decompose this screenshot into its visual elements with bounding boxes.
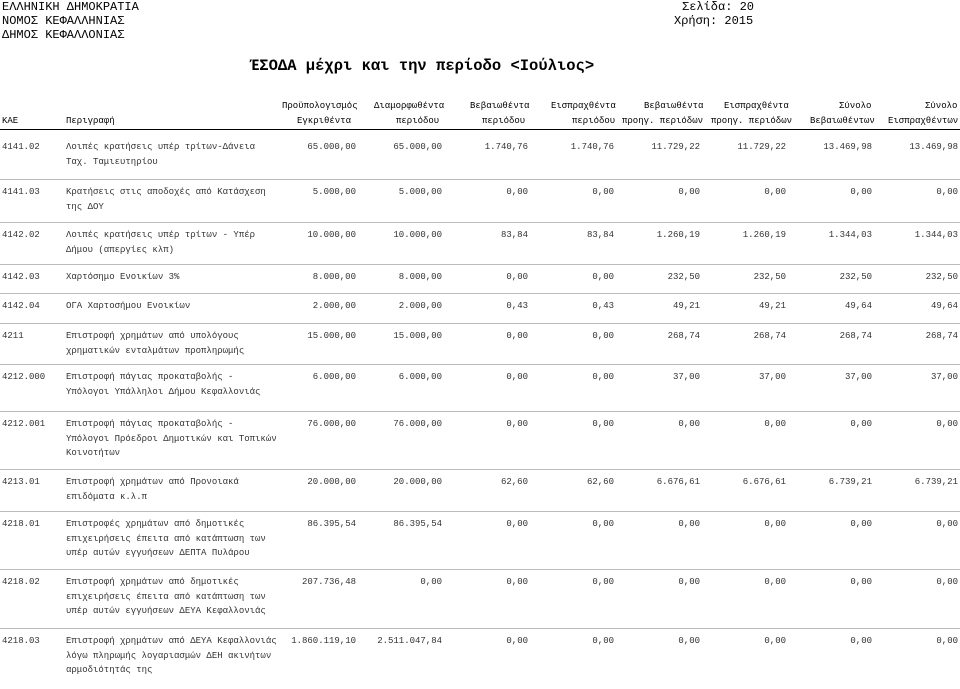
- collected-prev: 37,00: [758, 372, 786, 382]
- row-description: ΟΓΑ Χαρτοσήμου Ενοικίων: [66, 301, 191, 311]
- col-header-total-collected: Σύνολο: [925, 101, 958, 111]
- certified-period: 0,00: [506, 272, 528, 282]
- row-description: Επιστροφή χρημάτων από ΔΕΥΑ Κεφαλλονιάς: [66, 636, 277, 646]
- total-collected: 268,74: [925, 331, 958, 341]
- row-divider: [0, 323, 960, 324]
- row-description: Επιστροφή πάγιας προκαταβολής -: [66, 419, 234, 429]
- collected-period: 0,00: [592, 187, 614, 197]
- total-collected: 0,00: [936, 187, 958, 197]
- budget-approved: 76.000,00: [307, 419, 356, 429]
- total-certified: 0,00: [850, 636, 872, 646]
- certified-prev: 49,21: [672, 301, 700, 311]
- budget-formed: 86.395,54: [393, 519, 442, 529]
- certified-prev: 6.676,61: [656, 477, 700, 487]
- collected-period: 0,00: [592, 577, 614, 587]
- certified-period: 0,00: [506, 577, 528, 587]
- budget-approved: 15.000,00: [307, 331, 356, 341]
- certified-prev: 0,00: [678, 519, 700, 529]
- budget-approved: 1.860.119,10: [291, 636, 356, 646]
- budget-formed: 10.000,00: [393, 230, 442, 240]
- page-title: ΈΣΟΔΑ μέχρι και την περίοδο <Ιούλιος>: [250, 57, 595, 75]
- budget-approved: 65.000,00: [307, 142, 356, 152]
- row-divider: [0, 569, 960, 570]
- col-header-formed: Διαμορφωθέντα: [374, 101, 445, 111]
- collected-period: 1.740,76: [570, 142, 614, 152]
- row-description: Υπόλογοι Πρόεδροι Δημοτικών και Τοπικών: [66, 433, 277, 444]
- kae-code: 4142.03: [2, 272, 40, 282]
- collected-prev: 268,74: [753, 331, 786, 341]
- total-certified: 13.469,98: [823, 142, 872, 152]
- total-collected: 0,00: [936, 636, 958, 646]
- total-collected: 0,00: [936, 419, 958, 429]
- total-certified: 49,64: [844, 301, 872, 311]
- total-certified: 0,00: [850, 519, 872, 529]
- kae-code: 4142.04: [2, 301, 40, 311]
- row-description: Επιστροφή πάγιας προκαταβολής -: [66, 372, 234, 382]
- collected-period: 0,00: [592, 519, 614, 529]
- total-collected: 0,00: [936, 577, 958, 587]
- col-header-total-certified-sub: Βεβαιωθέντων: [810, 116, 875, 126]
- col-header-budget-sub: Εγκριθέντα: [297, 116, 352, 126]
- row-divider: [0, 411, 960, 412]
- budget-formed: 65.000,00: [393, 142, 442, 152]
- col-header-formed-sub: περιόδου: [396, 116, 440, 126]
- collected-prev: 49,21: [758, 301, 786, 311]
- budget-formed: 6.000,00: [398, 372, 442, 382]
- certified-period: 0,00: [506, 331, 528, 341]
- col-header-prev-collected-sub: προηγ. περιόδων: [711, 116, 793, 126]
- collected-period: 83,84: [586, 230, 614, 240]
- col-header-prev-collected: Εισπραχθέντα: [724, 101, 789, 111]
- col-header-collected-sub: περιόδου: [572, 116, 616, 126]
- certified-prev: 0,00: [678, 419, 700, 429]
- row-description: αρμοδιότητάς της: [66, 665, 153, 675]
- row-description: χρηματικών ενταλμάτων προπληρωμής: [66, 345, 245, 356]
- budget-approved: 6.000,00: [312, 372, 356, 382]
- row-description: Επιστροφές χρημάτων από δημοτικές: [66, 519, 245, 529]
- row-description: Επιστροφή χρημάτων από υπολόγους: [66, 331, 239, 341]
- row-description: Ταχ. Ταμιευτηρίου: [66, 156, 158, 167]
- certified-period: 1.740,76: [484, 142, 528, 152]
- row-description: υπέρ αυτών εγγυήσεων ΔΕΥΑ Κεφαλλονιάς: [66, 606, 266, 616]
- collected-prev: 0,00: [764, 187, 786, 197]
- total-collected: 232,50: [925, 272, 958, 282]
- total-certified: 37,00: [844, 372, 872, 382]
- certified-period: 0,00: [506, 187, 528, 197]
- certified-prev: 0,00: [678, 187, 700, 197]
- header-divider: [0, 129, 960, 130]
- kae-code: 4218.01: [2, 519, 40, 529]
- total-certified: 6.739,21: [828, 477, 872, 487]
- municipality-label: ΔΗΜΟΣ ΚΕΦΑΛΛΟΝΙΑΣ: [2, 28, 125, 42]
- certified-prev: 11.729,22: [651, 142, 700, 152]
- row-description: επιχειρήσεις έπειτα από κατάπτωση των: [66, 533, 266, 544]
- budget-formed: 2.511.047,84: [377, 636, 442, 646]
- certified-period: 0,00: [506, 519, 528, 529]
- collected-prev: 0,00: [764, 636, 786, 646]
- budget-formed: 0,00: [420, 577, 442, 587]
- total-collected: 37,00: [930, 372, 958, 382]
- row-description: Λοιπές κρατήσεις υπέρ τρίτων-Δάνεια: [66, 142, 256, 152]
- row-divider: [0, 222, 960, 223]
- row-description: της ΔΟΥ: [66, 201, 104, 212]
- page-number: Σελίδα: 20: [682, 0, 755, 14]
- total-certified: 0,00: [850, 187, 872, 197]
- total-collected: 6.739,21: [914, 477, 958, 487]
- total-certified: 0,00: [850, 419, 872, 429]
- budget-formed: 5.000,00: [398, 187, 442, 197]
- budget-approved: 86.395,54: [307, 519, 356, 529]
- row-description: Κοινοτήτων: [66, 448, 121, 458]
- kae-code: 4141.02: [2, 142, 40, 152]
- total-certified: 0,00: [850, 577, 872, 587]
- row-description: Λοιπές κρατήσεις υπέρ τρίτων - Υπέρ: [66, 230, 256, 240]
- total-collected: 1.344,03: [914, 230, 958, 240]
- col-header-prev-certified-sub: προηγ. περιόδων: [622, 116, 704, 126]
- certified-period: 0,00: [506, 636, 528, 646]
- budget-approved: 8.000,00: [312, 272, 356, 282]
- kae-code: 4141.03: [2, 187, 40, 197]
- kae-code: 4218.02: [2, 577, 40, 587]
- collected-period: 0,00: [592, 372, 614, 382]
- row-divider: [0, 293, 960, 294]
- certified-period: 0,00: [506, 372, 528, 382]
- row-divider: [0, 469, 960, 470]
- row-description: υπέρ αυτών εγγυήσεων ΔΕΠΤΑ Πυλάρου: [66, 548, 250, 558]
- budget-approved: 207.736,48: [301, 577, 356, 587]
- certified-prev: 268,74: [667, 331, 700, 341]
- total-collected: 13.469,98: [909, 142, 958, 152]
- country-label: ΕΛΛΗΝΙΚΗ ΔΗΜΟΚΡΑΤΙΑ: [2, 0, 139, 14]
- row-description: Επιστροφή χρημάτων από Προνοιακά: [66, 477, 239, 487]
- certified-period: 0,00: [506, 419, 528, 429]
- certified-prev: 1.260,19: [656, 230, 700, 240]
- budget-approved: 20.000,00: [307, 477, 356, 487]
- collected-period: 0,00: [592, 272, 614, 282]
- row-description: Υπόλογοι Υπάλληλοι Δήμου Κεφαλλονιάς: [66, 386, 261, 397]
- collected-prev: 11.729,22: [737, 142, 786, 152]
- total-collected: 0,00: [936, 519, 958, 529]
- row-description: επιχειρήσεις έπειτα από κατάπτωση των: [66, 591, 266, 602]
- collected-prev: 232,50: [753, 272, 786, 282]
- col-header-total-certified: Σύνολο: [839, 101, 872, 111]
- total-certified: 232,50: [839, 272, 872, 282]
- budget-formed: 20.000,00: [393, 477, 442, 487]
- collected-period: 0,00: [592, 331, 614, 341]
- certified-prev: 0,00: [678, 636, 700, 646]
- col-header-total-collected-sub: Εισπραχθέντων: [888, 116, 959, 126]
- row-description: Χαρτόσημο Ενοικίων 3%: [66, 272, 180, 282]
- budget-formed: 76.000,00: [393, 419, 442, 429]
- certified-period: 83,84: [500, 230, 528, 240]
- collected-prev: 6.676,61: [742, 477, 786, 487]
- prefecture-label: ΝΟΜΟΣ ΚΕΦΑΛΛΗΝΙΑΣ: [2, 14, 125, 28]
- certified-period: 62,60: [500, 477, 528, 487]
- collected-period: 0,00: [592, 636, 614, 646]
- row-divider: [0, 364, 960, 365]
- row-divider: [0, 628, 960, 629]
- kae-code: 4218.03: [2, 636, 40, 646]
- budget-formed: 15.000,00: [393, 331, 442, 341]
- row-divider: [0, 179, 960, 180]
- col-header-certified: Βεβαιωθέντα: [470, 101, 530, 111]
- col-header-certified-sub: περιόδου: [482, 116, 526, 126]
- total-certified: 1.344,03: [828, 230, 872, 240]
- total-certified: 268,74: [839, 331, 872, 341]
- budget-formed: 8.000,00: [398, 272, 442, 282]
- col-header-prev-certified: Βεβαιωθέντα: [644, 101, 704, 111]
- fiscal-year: Χρήση: 2015: [674, 14, 754, 28]
- row-description: Δήμου (απεργίες κλπ): [66, 244, 175, 255]
- collected-prev: 0,00: [764, 519, 786, 529]
- kae-code: 4142.02: [2, 230, 40, 240]
- collected-period: 0,43: [592, 301, 614, 311]
- certified-prev: 37,00: [672, 372, 700, 382]
- col-header-description: Περιγραφή: [66, 116, 115, 126]
- collected-prev: 0,00: [764, 577, 786, 587]
- collected-period: 0,00: [592, 419, 614, 429]
- certified-prev: 232,50: [667, 272, 700, 282]
- kae-code: 4211: [2, 331, 24, 341]
- budget-approved: 2.000,00: [312, 301, 356, 311]
- certified-prev: 0,00: [678, 577, 700, 587]
- row-divider: [0, 511, 960, 512]
- certified-period: 0,43: [506, 301, 528, 311]
- kae-code: 4213.01: [2, 477, 40, 487]
- collected-prev: 0,00: [764, 419, 786, 429]
- kae-code: 4212.000: [2, 372, 46, 382]
- col-header-kae: ΚΑΕ: [2, 116, 19, 126]
- row-divider: [0, 264, 960, 265]
- budget-approved: 5.000,00: [312, 187, 356, 197]
- row-description: Κρατήσεις στις αποδοχές από Κατάσχεση: [66, 187, 266, 197]
- budget-approved: 10.000,00: [307, 230, 356, 240]
- row-description: επιδόματα κ.λ.π: [66, 491, 148, 502]
- col-header-budget: Προϋπολογισμός: [282, 101, 358, 111]
- total-collected: 49,64: [930, 301, 958, 311]
- kae-code: 4212.001: [2, 419, 46, 429]
- collected-prev: 1.260,19: [742, 230, 786, 240]
- collected-period: 62,60: [586, 477, 614, 487]
- row-description: Επιστροφή χρημάτων από δημοτικές: [66, 577, 239, 587]
- row-description: λόγω πληρωμής λογαριασμών ΔΕΗ ακινήτων: [66, 650, 272, 661]
- budget-formed: 2.000,00: [398, 301, 442, 311]
- col-header-collected: Εισπραχθέντα: [551, 101, 616, 111]
